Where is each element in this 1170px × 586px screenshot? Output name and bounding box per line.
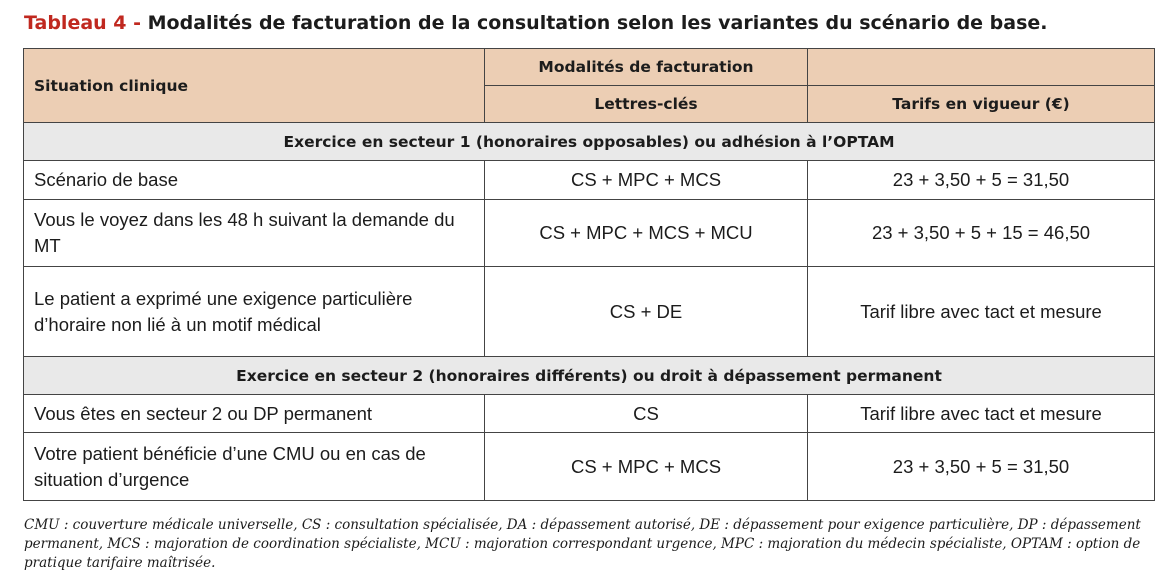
table-title — [24, 9, 1154, 37]
section-title: Exercice en secteur 1 (honoraires opposables) ou adhésion à l’OPTAM — [24, 123, 1155, 161]
cell-situation: Vous le voyez dans les 48 h suivant la demande du MT — [24, 200, 485, 267]
cell-situation: Le patient a exprimé une exigence particulière d’horaire non lié à un motif médical — [24, 267, 485, 357]
header-modalites: Modalités de facturation — [485, 49, 808, 86]
table-number: Tableau 4 - — [24, 12, 148, 34]
cell-lettres: CS + MPC + MCS — [485, 161, 808, 200]
header-situation: Situation clinique — [24, 49, 485, 123]
cell-lettres: CS — [485, 395, 808, 433]
cell-tarif: 23 + 3,50 + 5 + 15 = 46,50 — [808, 200, 1155, 267]
table-caption: Modalités de facturation de la consultation selon les variantes du scénario de base. — [147, 12, 1048, 34]
header-tarifs: Tarifs en vigueur (€) — [808, 86, 1155, 123]
cell-tarif: 23 + 3,50 + 5 = 31,50 — [808, 161, 1155, 200]
header-lettres: Lettres-clés — [485, 86, 808, 123]
footnote: CMU : couverture médicale universelle, CS : consultation spécialisée, DA : dépassement autorisé, DE : dépassement pour exigence particulière, DP : dépassement permanent, MCS : majoration de coordination spécialiste, MCU : majoration correspondant urgence, MPC : majoration du médecin spécialiste, OPTAM : option de pratique tarifaire maîtrisée. — [24, 517, 1141, 571]
cell-tarif: Tarif libre avec tact et mesure — [808, 395, 1155, 433]
cell-tarif: 23 + 3,50 + 5 = 31,50 — [808, 433, 1155, 501]
cell-situation: Scénario de base — [24, 161, 485, 200]
cell-situation: Vous êtes en secteur 2 ou DP permanent — [24, 395, 485, 433]
cell-situation: Votre patient bénéficie d’une CMU ou en cas de situation d’urgence — [24, 433, 485, 501]
section-title: Exercice en secteur 2 (honoraires différents) ou droit à dépassement permanent — [24, 357, 1155, 395]
cell-tarif: Tarif libre avec tact et mesure — [808, 267, 1155, 357]
cell-lettres: CS + MPC + MCS + MCU — [485, 200, 808, 267]
billing-table — [23, 48, 1155, 501]
cell-lettres: CS + MPC + MCS — [485, 433, 808, 501]
header-empty — [808, 49, 1155, 86]
cell-lettres: CS + DE — [485, 267, 808, 357]
